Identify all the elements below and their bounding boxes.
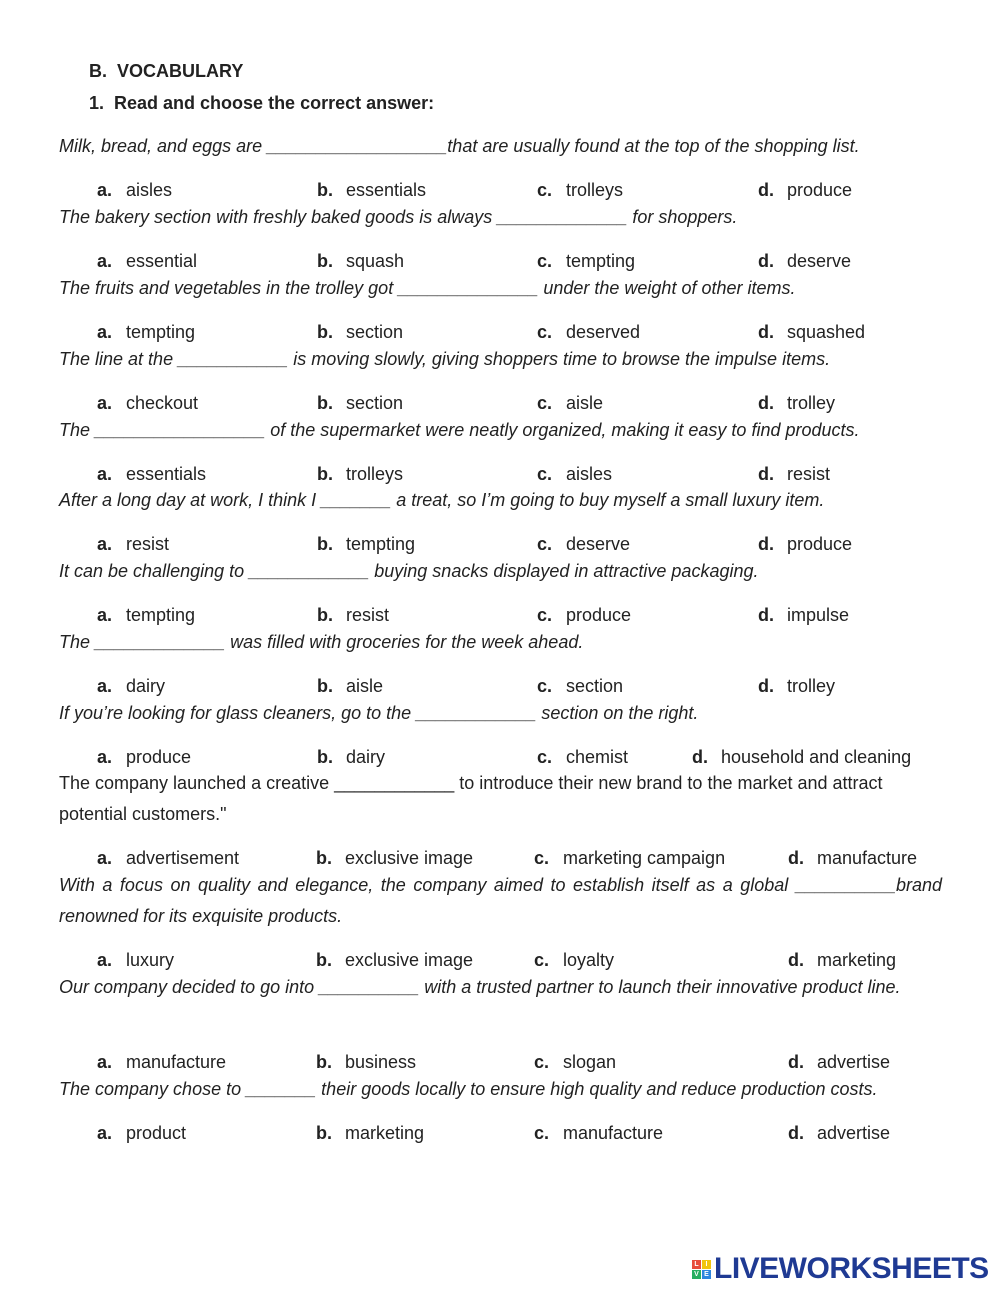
option-text: slogan: [563, 1052, 617, 1072]
option-text: section: [346, 322, 404, 342]
option-letter: c.: [534, 950, 550, 970]
option-text: deserved: [566, 322, 641, 342]
option-text: exclusive image: [345, 848, 474, 868]
option-letter: a.: [97, 534, 113, 554]
liveworksheets-logo[interactable]: [692, 1254, 989, 1284]
question-text: The company chose to _______ their goods locally to ensure high quality and reduce production costs.: [59, 1079, 878, 1099]
option-letter: c.: [537, 605, 553, 625]
option-b[interactable]: [317, 322, 403, 343]
logo-mark-cell: L: [692, 1260, 701, 1269]
option-letter: d.: [788, 1123, 804, 1143]
option-letter: a.: [97, 1123, 113, 1143]
option-letter: c.: [537, 393, 553, 413]
option-letter: a.: [97, 393, 113, 413]
answer-options: [0, 322, 1000, 346]
option-d[interactable]: [788, 848, 917, 869]
option-letter: a.: [97, 605, 113, 625]
option-letter: c.: [534, 1052, 550, 1072]
option-letter: d.: [758, 322, 774, 342]
option-letter: c.: [537, 464, 553, 484]
option-letter: a.: [97, 950, 113, 970]
option-text: tempting: [126, 322, 196, 342]
option-b[interactable]: [316, 1123, 424, 1144]
option-letter: b.: [316, 1052, 332, 1072]
option-text: advertise: [817, 1052, 891, 1072]
option-letter: d.: [758, 676, 774, 696]
section-heading: [89, 61, 243, 82]
option-letter: a.: [97, 676, 113, 696]
option-text: tempting: [346, 534, 416, 554]
option-c[interactable]: [537, 676, 623, 697]
option-letter: b.: [317, 534, 333, 554]
option-letter: d.: [758, 534, 774, 554]
option-text: manufacture: [563, 1123, 664, 1143]
answer-options: [0, 848, 1000, 872]
option-text: aisle: [346, 676, 384, 696]
option-letter: d.: [758, 180, 774, 200]
option-letter: c.: [534, 1123, 550, 1143]
option-text: aisles: [566, 464, 613, 484]
option-d[interactable]: [758, 464, 830, 485]
option-text: trolleys: [346, 464, 404, 484]
option-text: produce: [787, 180, 853, 200]
question-text: If you’re looking for glass cleaners, go to the ____________ section on the right.: [59, 703, 699, 723]
option-letter: b.: [317, 251, 333, 271]
option-a[interactable]: [97, 251, 197, 272]
option-d[interactable]: [692, 747, 911, 768]
question-text: It can be challenging to ____________ buying snacks displayed in attractive packaging.: [59, 561, 759, 581]
option-letter: d.: [758, 464, 774, 484]
option-b[interactable]: [317, 747, 385, 768]
option-d[interactable]: [758, 393, 835, 414]
option-text: manufacture: [817, 848, 918, 868]
answer-options: [0, 1052, 1000, 1076]
option-a[interactable]: [97, 1123, 186, 1144]
question-text: The line at the ___________ is moving slowly, giving shoppers time to browse the impulse items.: [59, 349, 831, 369]
option-text: resist: [787, 464, 831, 484]
logo-mark-cell: I: [702, 1260, 711, 1269]
question-text: After a long day at work, I think I _______ a treat, so I’m going to buy myself a small luxury item.: [59, 490, 825, 510]
option-a[interactable]: [97, 534, 169, 555]
option-a[interactable]: [97, 464, 206, 485]
option-letter: b.: [316, 848, 332, 868]
question-text: With a focus on quality and elegance, the company aimed to establish itself as a global __________brand renowned for its exquisite products.: [59, 875, 942, 926]
option-a[interactable]: [97, 848, 239, 869]
option-text: essential: [126, 251, 198, 271]
option-d[interactable]: [758, 534, 852, 555]
option-letter: d.: [758, 605, 774, 625]
option-letter: b.: [317, 393, 333, 413]
option-c[interactable]: [537, 322, 640, 343]
option-text: squash: [346, 251, 405, 271]
option-text: chemist: [566, 747, 629, 767]
option-d[interactable]: [788, 1052, 890, 1073]
option-a[interactable]: [97, 393, 198, 414]
option-letter: b.: [317, 322, 333, 342]
option-c[interactable]: [537, 393, 603, 414]
option-text: product: [126, 1123, 187, 1143]
option-text: manufacture: [126, 1052, 227, 1072]
answer-options: [0, 676, 1000, 700]
question-text: Our company decided to go into __________ with a trusted partner to launch their innovative product line.: [59, 977, 901, 997]
answer-options: [0, 180, 1000, 204]
option-d[interactable]: [758, 251, 851, 272]
option-text: advertise: [817, 1123, 891, 1143]
option-text: marketing: [345, 1123, 425, 1143]
option-letter: b.: [316, 950, 332, 970]
question-text: Milk, bread, and eggs are __________________that are usually found at the top of the shopping list.: [59, 136, 860, 156]
answer-options: [0, 464, 1000, 488]
option-letter: c.: [537, 747, 553, 767]
option-b[interactable]: [317, 180, 426, 201]
option-letter: c.: [537, 251, 553, 271]
option-text: tempting: [126, 605, 196, 625]
option-b[interactable]: [317, 251, 404, 272]
option-letter: a.: [97, 464, 113, 484]
option-text: deserve: [566, 534, 631, 554]
answer-options: [0, 605, 1000, 629]
option-text: squashed: [787, 322, 866, 342]
option-letter: b.: [317, 676, 333, 696]
option-letter: b.: [317, 464, 333, 484]
option-text: essentials: [346, 180, 427, 200]
option-letter: a.: [97, 251, 113, 271]
option-a[interactable]: [97, 180, 172, 201]
option-text: trolley: [787, 393, 836, 413]
option-letter: a.: [97, 1052, 113, 1072]
option-text: produce: [787, 534, 853, 554]
option-letter: d.: [692, 747, 708, 767]
answer-options: [0, 393, 1000, 417]
logo-mark-icon: [692, 1260, 711, 1279]
option-c[interactable]: [537, 747, 628, 768]
option-letter: c.: [534, 848, 550, 868]
option-b[interactable]: [317, 534, 415, 555]
question-text: The _____________ was filled with groceries for the week ahead.: [59, 632, 584, 652]
logo-mark-cell: E: [702, 1270, 711, 1279]
task-instruction: Read and choose the correct answer:: [114, 93, 435, 113]
option-text: tempting: [566, 251, 636, 271]
option-c[interactable]: [534, 848, 725, 869]
option-letter: d.: [788, 848, 804, 868]
question-text: The fruits and vegetables in the trolley got ______________ under the weight of other items.: [59, 278, 796, 298]
section-title: VOCABULARY: [117, 61, 244, 81]
option-letter: d.: [758, 251, 774, 271]
option-letter: b.: [317, 747, 333, 767]
option-letter: d.: [758, 393, 774, 413]
option-text: aisles: [126, 180, 173, 200]
option-c[interactable]: [537, 464, 612, 485]
option-letter: a.: [97, 747, 113, 767]
question-text: The company launched a creative ____________ to introduce their new brand to the market and attract potential customers.": [59, 773, 883, 824]
option-c[interactable]: [537, 534, 630, 555]
option-text: marketing campaign: [563, 848, 726, 868]
option-a[interactable]: [97, 747, 191, 768]
option-letter: c.: [537, 534, 553, 554]
option-c[interactable]: [537, 251, 635, 272]
option-d[interactable]: [758, 676, 835, 697]
option-c[interactable]: [537, 180, 623, 201]
option-c[interactable]: [534, 1123, 663, 1144]
option-a[interactable]: [97, 950, 174, 971]
task-number: 1.: [89, 93, 105, 113]
option-b[interactable]: [316, 950, 473, 971]
option-text: loyalty: [563, 950, 615, 970]
answer-options: [0, 950, 1000, 974]
option-b[interactable]: [316, 848, 473, 869]
option-c[interactable]: [537, 605, 631, 626]
option-b[interactable]: [316, 1052, 416, 1073]
option-letter: c.: [537, 322, 553, 342]
option-b[interactable]: [317, 393, 403, 414]
option-d[interactable]: [758, 605, 849, 626]
logo-text: LIVEWORKSHEETS: [714, 1252, 989, 1285]
option-b[interactable]: [317, 464, 403, 485]
task-heading: [89, 93, 434, 114]
option-text: essentials: [126, 464, 207, 484]
option-text: luxury: [126, 950, 175, 970]
option-letter: b.: [316, 1123, 332, 1143]
option-d[interactable]: [788, 1123, 890, 1144]
option-d[interactable]: [758, 180, 852, 201]
option-text: section: [566, 676, 624, 696]
option-text: section: [346, 393, 404, 413]
option-letter: a.: [97, 322, 113, 342]
option-letter: d.: [788, 950, 804, 970]
option-text: household and cleaning: [721, 747, 912, 767]
option-text: marketing: [817, 950, 897, 970]
option-a[interactable]: [97, 605, 195, 626]
option-text: dairy: [126, 676, 166, 696]
option-letter: d.: [788, 1052, 804, 1072]
option-d[interactable]: [758, 322, 865, 343]
option-letter: a.: [97, 848, 113, 868]
option-letter: b.: [317, 180, 333, 200]
option-b[interactable]: [317, 605, 389, 626]
question-text: The bakery section with freshly baked goods is always _____________ for shoppers.: [59, 207, 738, 227]
answer-options: [0, 251, 1000, 275]
option-a[interactable]: [97, 676, 165, 697]
logo-mark-cell: V: [692, 1270, 701, 1279]
option-text: deserve: [787, 251, 852, 271]
option-a[interactable]: [97, 1052, 226, 1073]
option-text: aisle: [566, 393, 604, 413]
answer-options: [0, 1123, 1000, 1147]
option-text: business: [345, 1052, 417, 1072]
answer-options: [0, 534, 1000, 558]
option-a[interactable]: [97, 322, 195, 343]
option-text: produce: [126, 747, 192, 767]
option-text: resist: [346, 605, 390, 625]
option-letter: a.: [97, 180, 113, 200]
option-text: impulse: [787, 605, 850, 625]
option-text: checkout: [126, 393, 199, 413]
option-text: trolley: [787, 676, 836, 696]
question-text: The _________________ of the supermarket were neatly organized, making it easy to find products.: [59, 420, 860, 440]
option-text: resist: [126, 534, 170, 554]
option-letter: c.: [537, 180, 553, 200]
option-c[interactable]: [534, 950, 614, 971]
option-b[interactable]: [317, 676, 383, 697]
option-letter: c.: [537, 676, 553, 696]
option-d[interactable]: [788, 950, 896, 971]
option-text: produce: [566, 605, 632, 625]
option-text: advertisement: [126, 848, 240, 868]
option-text: dairy: [346, 747, 386, 767]
option-letter: b.: [317, 605, 333, 625]
section-number: B.: [89, 61, 107, 81]
option-text: exclusive image: [345, 950, 474, 970]
option-text: trolleys: [566, 180, 624, 200]
option-c[interactable]: [534, 1052, 616, 1073]
